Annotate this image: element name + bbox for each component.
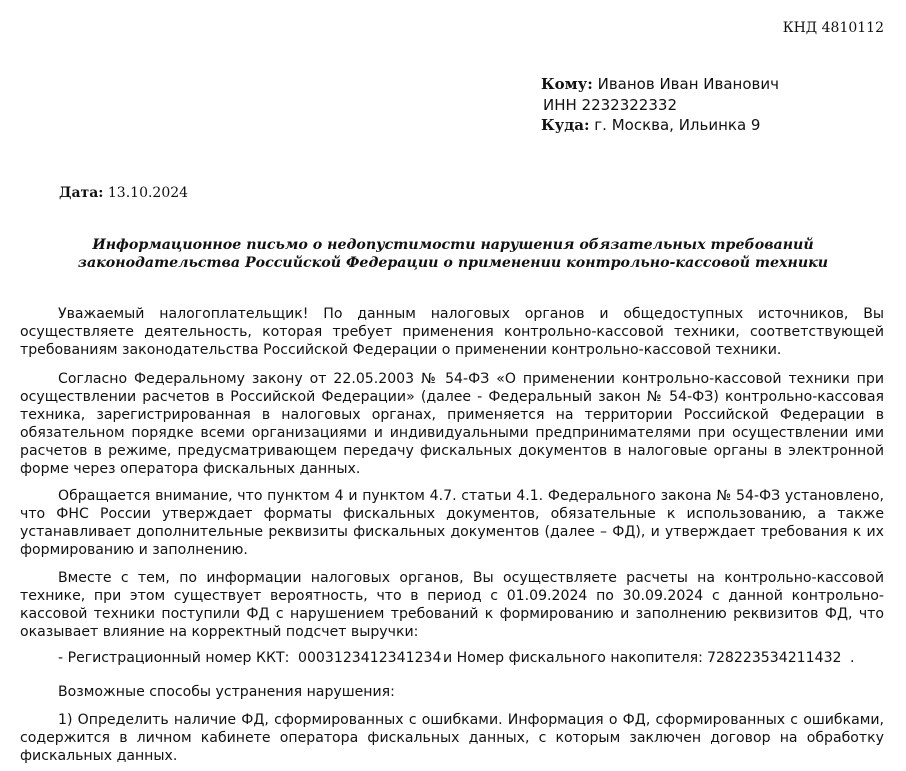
- paragraph-4: [20, 569, 884, 641]
- paragraph-1-text: Уважаемый налогоплательщик! По данным налоговых органов и общедоступных источников, Вы осуществляете деятельность, которая требует применения контрольно-кассовой техники, соответствующей требованиям законодательства Российской Федерации о применении контрольно-кассовой техники.: [20, 306, 884, 358]
- date-value: 13.10.2024: [107, 185, 189, 201]
- recipient-where-label: Куда:: [541, 116, 590, 134]
- fn-label: и Номер фискального накопителя:: [443, 650, 703, 666]
- date-label: Дата:: [59, 185, 104, 201]
- letter-date: [59, 185, 188, 201]
- recipient-to: [541, 74, 779, 95]
- recipient-to-value: Иванов Иван Иванович: [597, 75, 779, 93]
- methods-heading: Возможные способы устранения нарушения:: [58, 684, 395, 700]
- recipient-where: [541, 115, 760, 136]
- recipient-inn: ИНН 2232322332: [543, 96, 677, 114]
- kkt-reg-value: 0003123412341234: [298, 650, 442, 666]
- method-1: [20, 711, 884, 765]
- letter-title: Информационное письмо о недопустимости нарушения обязательных требований законодательства Российской Федерации о применении контрольно-кассовой техники: [77, 237, 829, 271]
- kkt-line-end: .: [850, 650, 855, 666]
- method-1-text: 1) Определить наличие ФД, сформированных с ошибками. Информация о ФД, сформированных с ошибками, содержится в личном кабинете оператора фискальных данных, с которым заключен договор на обработку фискальных данных.: [20, 712, 884, 764]
- paragraph-1: [20, 305, 884, 359]
- paragraph-2-text: Согласно Федеральному закону от 22.05.2003 № 54-ФЗ «О применении контрольно-кассовой техники при осуществлении расчетов в Российской Федерации» (далее - Федеральный закон № 54-ФЗ) контрольно-кассовая техника, зарегистрированная в налоговых органах, применяется на территории Российской Федерации в обязательном порядке всеми организациями и индивидуальными предпринимателями при осуществлении ими расчетов в режиме, предусматривающем передачу фискальных документов в налоговые органы в электронной форме через оператора фискальных данных.: [20, 371, 884, 477]
- paragraph-3: [20, 487, 884, 559]
- recipient-where-value: г. Москва, Ильинка 9: [594, 116, 761, 134]
- paragraph-3-text: Обращается внимание, что пунктом 4 и пунктом 4.7. статьи 4.1. Федерального закона № 54-ФЗ установлено, что ФНС России утверждает форматы фискальных документов, обязательные к использованию, а также устанавливает дополнительные реквизиты фискальных документов (далее – ФД), и утверждает требования к их формированию и заполнению.: [20, 488, 884, 558]
- fn-value: 728223534211432: [707, 650, 842, 666]
- paragraph-2: [20, 370, 884, 478]
- recipient-to-label: Кому:: [541, 75, 593, 93]
- kkt-reg-label: - Регистрационный номер ККТ:: [58, 650, 290, 666]
- knd-code: КНД 4810112: [782, 20, 884, 36]
- paragraph-4-text: Вместе с тем, по информации налоговых органов, Вы осуществляете расчеты на контрольно-кассовой технике, при этом существует вероятность, что в период с 01.09.2024 по 30.09.2024 с данной контрольно-кассовой техники поступили ФД с нарушением требований к формированию и заполнению реквизитов ФД, что оказывает влияние на корректный подсчет выручки:: [20, 570, 884, 640]
